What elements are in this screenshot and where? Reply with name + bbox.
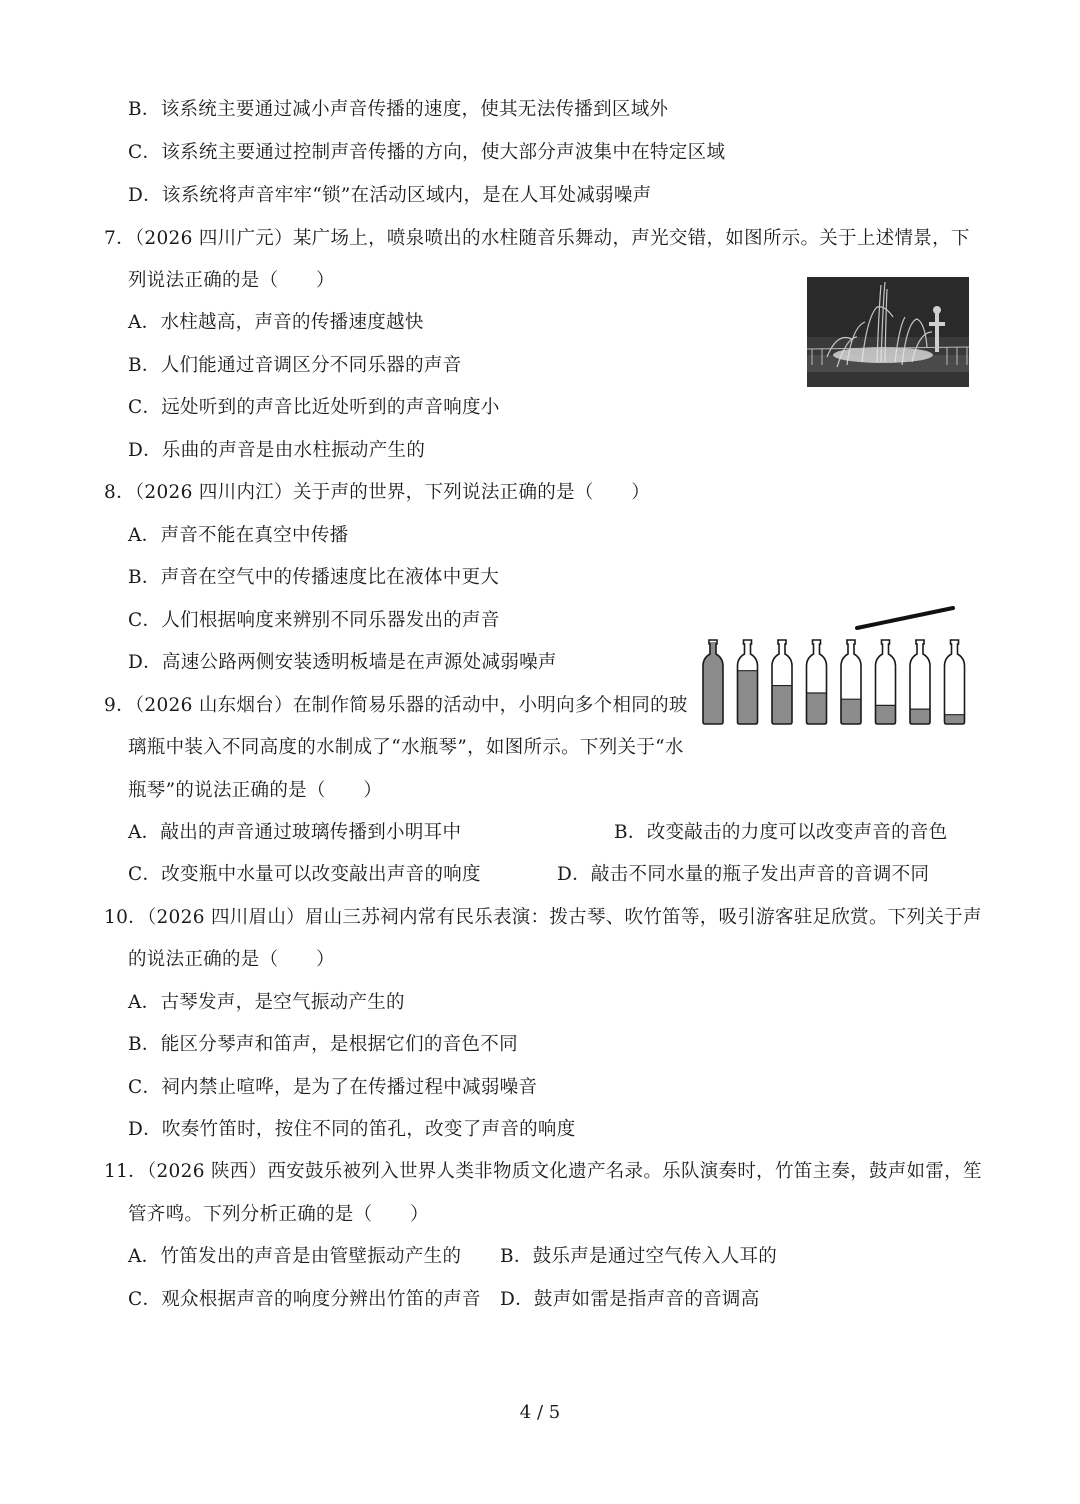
q9-stem-line3: 瓶琴”的说法正确的是（ ） xyxy=(128,780,383,801)
q8-option-c: C．人们根据响度来辨别不同乐器发出的声音 xyxy=(128,610,500,631)
water-bottle xyxy=(910,640,930,724)
water-bottle xyxy=(703,640,723,724)
q10-option-a: A．古琴发声，是空气振动产生的 xyxy=(128,992,405,1013)
q8-stem: 8．（2026 四川内江）关于声的世界，下列说法正确的是（ ） xyxy=(104,482,651,503)
q8-option-b: B．声音在空气中的传播速度比在液体中更大 xyxy=(128,567,500,588)
water-fill xyxy=(841,699,861,724)
q9-option-c: C．改变瓶中水量可以改变敲出声音的响度 xyxy=(128,864,481,885)
q9-stem-line1: 9．（2026 山东烟台）在制作简易乐器的活动中，小明向多个相同的玻 xyxy=(104,695,688,716)
q6-option-c: C．该系统主要通过控制声音传播的方向，使大部分声波集中在特定区域 xyxy=(128,142,726,163)
q11-option-c: C．观众根据声音的响度分辨出竹笛的声音 xyxy=(128,1289,481,1310)
water-bottle xyxy=(841,640,861,724)
page-number: 4 / 5 xyxy=(519,1402,561,1423)
q6-option-d: D．该系统将声音牢牢“锁”在活动区域内，是在人耳处减弱噪声 xyxy=(128,185,652,206)
q9-option-b: B．改变敲击的力度可以改变声音的音色 xyxy=(614,822,948,843)
water-bottle xyxy=(945,640,965,724)
q9-stem-line2: 璃瓶中装入不同高度的水制成了“水瓶琴”，如图所示。下列关于“水 xyxy=(128,737,684,758)
water-fill xyxy=(945,715,965,724)
q7-option-d: D．乐曲的声音是由水柱振动产生的 xyxy=(128,440,426,461)
water-fill xyxy=(807,693,827,724)
q11-option-b: B．鼓乐声是通过空气传入人耳的 xyxy=(500,1246,778,1267)
q7-option-c: C．远处听到的声音比近处听到的声音响度小 xyxy=(128,397,500,418)
water-bottle xyxy=(738,640,758,724)
q11-stem-line1: 11．（2026 陕西）西安鼓乐被列入世界人类非物质文化遗产名录。乐队演奏时，竹笛主奏，鼓声如雷，笙 xyxy=(104,1161,982,1182)
water-bottle xyxy=(772,640,792,724)
q8-option-d: D．高速公路两侧安装透明板墙是在声源处减弱噪声 xyxy=(128,652,557,673)
striking-rod xyxy=(857,608,953,628)
bottle-outline xyxy=(945,640,965,724)
water-fill xyxy=(738,671,758,724)
water-bottle xyxy=(876,640,896,724)
q7-option-b: B．人们能通过音调区分不同乐器的声音 xyxy=(128,355,462,376)
q8-option-a: A．声音不能在真空中传播 xyxy=(128,525,349,546)
q6-option-b: B．该系统主要通过减小声音传播的速度，使其无法传播到区域外 xyxy=(128,99,669,120)
q9-option-d: D．敲击不同水量的瓶子发出声音的音调不同 xyxy=(557,864,930,885)
q9-option-a: A．敲出的声音通过玻璃传播到小明耳中 xyxy=(128,822,462,843)
q10-stem-line2: 的说法正确的是（ ） xyxy=(128,949,335,970)
water-fill xyxy=(910,709,930,724)
q10-stem-line1: 10．（2026 四川眉山）眉山三苏祠内常有民乐表演：拨古琴、吹竹笛等，吸引游客驻足欣赏。下列关于声 xyxy=(104,907,982,928)
water-bottles-figure xyxy=(695,600,980,730)
water-fill xyxy=(876,705,896,724)
water-fill xyxy=(703,642,723,724)
q11-option-d: D．鼓声如雷是指声音的音调高 xyxy=(500,1289,760,1310)
q7-stem-line2: 列说法正确的是（ ） xyxy=(128,270,335,291)
q10-option-c: C．祠内禁止喧哗，是为了在传播过程中减弱噪音 xyxy=(128,1077,538,1098)
q11-option-a: A．竹笛发出的声音是由管壁振动产生的 xyxy=(128,1246,462,1267)
q10-option-d: D．吹奏竹笛时，按住不同的笛孔，改变了声音的响度 xyxy=(128,1119,576,1140)
q7-stem-line1: 7．（2026 四川广元）某广场上，喷泉喷出的水柱随音乐舞动，声光交错，如图所示。关于上述情景，下 xyxy=(104,228,970,249)
q10-option-b: B．能区分琴声和笛声，是根据它们的音色不同 xyxy=(128,1034,518,1055)
fountain-photo xyxy=(807,277,969,387)
water-bottle xyxy=(807,640,827,724)
q7-option-a: A．水柱越高，声音的传播速度越快 xyxy=(128,312,424,333)
water-fill xyxy=(772,686,792,724)
q11-stem-line2: 管齐鸣。下列分析正确的是（ ） xyxy=(128,1204,429,1225)
